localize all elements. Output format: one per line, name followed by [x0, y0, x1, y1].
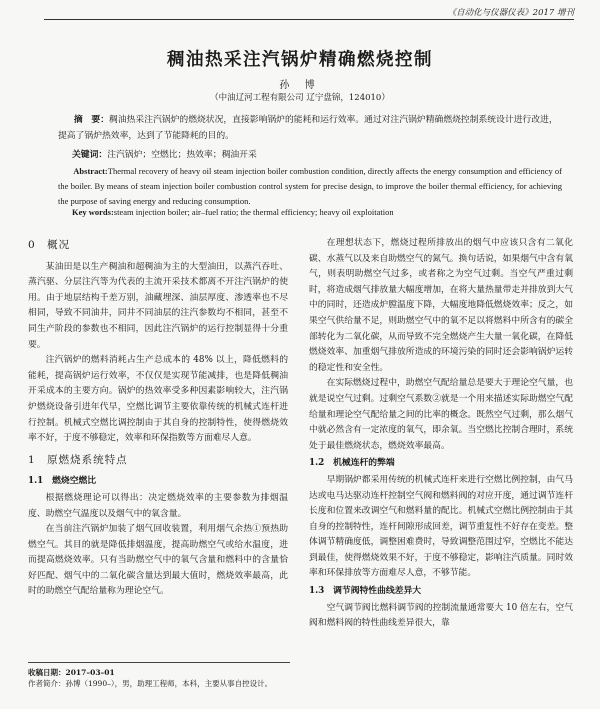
- english-abstract-label: Abstract:: [73, 166, 108, 176]
- footnote: [28, 662, 290, 689]
- right-paragraph-2: 在实际燃烧过程中，助燃空气配给量总是要大于理论空气量，也就是说空气过剩。过剩空气系数②就是一个用来描述实际助燃空气配给量和理论空气配给量之间的比率的概念。既然空气过剩，那么烟气中就必然含有一定浓度的氧气，即余氧。当空燃比控制合理时，系统处于最佳燃烧状态，燃烧效率最高。: [309, 378, 573, 451]
- paper-title: 稠油热采注汽锅炉精确燃烧控制: [167, 50, 433, 70]
- chinese-keywords-label: 关键词：: [72, 150, 108, 160]
- english-keywords-text: steam injection boiler; air–fuel ratio; the thermal efficiency; heavy oil exploitation: [113, 207, 394, 217]
- chinese-abstract-text: 稠油热采注汽锅炉的燃烧状况，直接影响锅炉的能耗和运行效率。通过对注汽锅炉精确燃烧控制系统设计进行改进，提高了锅炉热效率，达到了节能降耗的目的。: [58, 115, 558, 141]
- right-paragraph-1: 在理想状态下，燃烧过程所排放出的烟气中应该只含有二氧化碳、水蒸气以及来自助燃空气的氮气。换句话说，如果烟气中含有氧气，则表明助燃空气过多，或者称之为空气过剩。当空气严重过剩时，将造成烟气排放量大幅度增加，在将大量热量带走并排放到大气中的同时，还造成炉膛温度下降，大幅度地降低燃烧效率；反之，如果空气供给量不足，则助燃空气中的氧不足以将燃料中所含有的碳全部转化为二氧化碳，从而导致不完全燃烧产生大量一氧化碳，在降低燃烧效率、加重烟气排放所造成的环境污染的同时还会影响锅炉运转的稳定性和安全性。: [309, 238, 573, 373]
- chinese-keywords-text: 注汽锅炉；空燃比；热效率；稠油开采: [107, 150, 257, 160]
- english-abstract-text: Thermal recovery of heavy oil steam injection boiler combustion condition, directly affects the energy consumption and efficiency of the boiler. By means of steam injection boiler combustion control system for precise design, to improve the boiler thermal efficiency, for achieving the purpose of saving energy and reducing consumption.: [58, 166, 562, 206]
- author-bio: 作者简介：孙博（1990–），男，助理工程师，本科，主要从事自控设计。: [28, 679, 273, 688]
- section-1-1-heading: 1.1 燃烧空燃比: [28, 476, 97, 487]
- english-keywords-label: Key words:: [72, 207, 114, 217]
- section-1-3-heading: 1.3 调节阀特性曲线差异大: [309, 586, 422, 597]
- english-abstract: [58, 164, 562, 208]
- section-0-paragraph-2: 注汽锅炉的燃料消耗占生产总成本的 48% 以上，降低燃料的能耗，提高锅炉运行效率，不仅仅是实现节能减排，也是降低稠油开采成本的主要方向。锅炉的热效率受多种因素影响较大，注汽锅炉燃烧设备引进年代早，空燃比调节主要依靠传统的机械式连杆进行控制。机械式空燃比调控制由于其自身的控制特性，使得燃烧效率不好，于度不够稳定，效率和环保指数等方面难尽人意。: [28, 355, 288, 444]
- section-1-3-paragraph-1: 空气调节阀比燃料调节阀的控制流量通常要大 10 倍左右，空气阀和燃料阀的特性曲线差异很大，靠: [309, 602, 573, 629]
- header-rule: [44, 19, 574, 20]
- section-0-heading: 0 概况: [28, 239, 71, 251]
- journal-header: 《自动化与仪器仪表》2017 增刊: [447, 8, 574, 18]
- left-column: [28, 236, 288, 600]
- english-keywords: [72, 207, 562, 217]
- chinese-abstract: [58, 112, 562, 144]
- section-1-1-paragraph-2: 在当前注汽锅炉加装了烟气回收装置，利用烟气余热①预热助燃空气。其目的就是降低排烟温度，提高助燃空气或给水温度，进而提高燃烧效率。只有当助燃空气中的氧气含量和燃料中的含量恰好匹配、烟气中的二氧化碳含量达到最大值时，燃烧效率最高，此时的助燃空气配给量称为理论空气。: [28, 524, 288, 597]
- section-1-2-heading: 1.2 机械连杆的弊端: [309, 458, 395, 469]
- chinese-keywords: [72, 147, 562, 160]
- received-date: 收稿日期：2017–03–01: [28, 668, 115, 677]
- section-1-2-paragraph-1: 早期锅炉都采用传统的机械式连杆来进行空燃比例控制，由气马达或电马达驱动连杆控制空气阀和燃料阀的对应开度，通过调节连杆长度和位置来改调空气和燃料量的配比。机械式空燃比例控制由于其自身的控制特性，连杆间隙形成回差，调节重复性不好存在变差。整体调节精确度低，调整困难费时，导致调整范围过窄，空燃比不能达到最佳，使得燃烧效果不好，于度不够稳定，影响注汽质量。同时效率和环保排放等方面难尽人意，不够节能。: [309, 474, 573, 579]
- chinese-abstract-label: 摘 要：: [73, 115, 110, 125]
- author-affiliation: （中油辽河工程有限公司 辽宁盘锦，124010）: [210, 93, 390, 103]
- right-column: [309, 236, 573, 632]
- section-1-heading: 1 原燃烧系统特点: [28, 453, 128, 466]
- section-1-1-paragraph-1: 根据燃烧理论可以得出：决定燃烧效率的主要参数为排烟温度、助燃空气温度以及烟气中的氧含量。: [28, 492, 288, 519]
- author-name: 孙 博: [279, 80, 321, 91]
- section-0-paragraph-1: 某油田是以生产稠油和超稠油为主的大型油田，以蒸汽吞吐、蒸汽驱、分层注汽等为代表的主流开采技术都离不开注汽锅炉的使用。由于地层结构千差万别，油藏埋深、油层厚度、渗透率也不尽相同，导致不同油井，同井不同油层的注汽参数均不相同，甚至不同生产阶段的参数也不相同，因此注汽锅炉的运行控制显得十分重要。: [28, 261, 288, 350]
